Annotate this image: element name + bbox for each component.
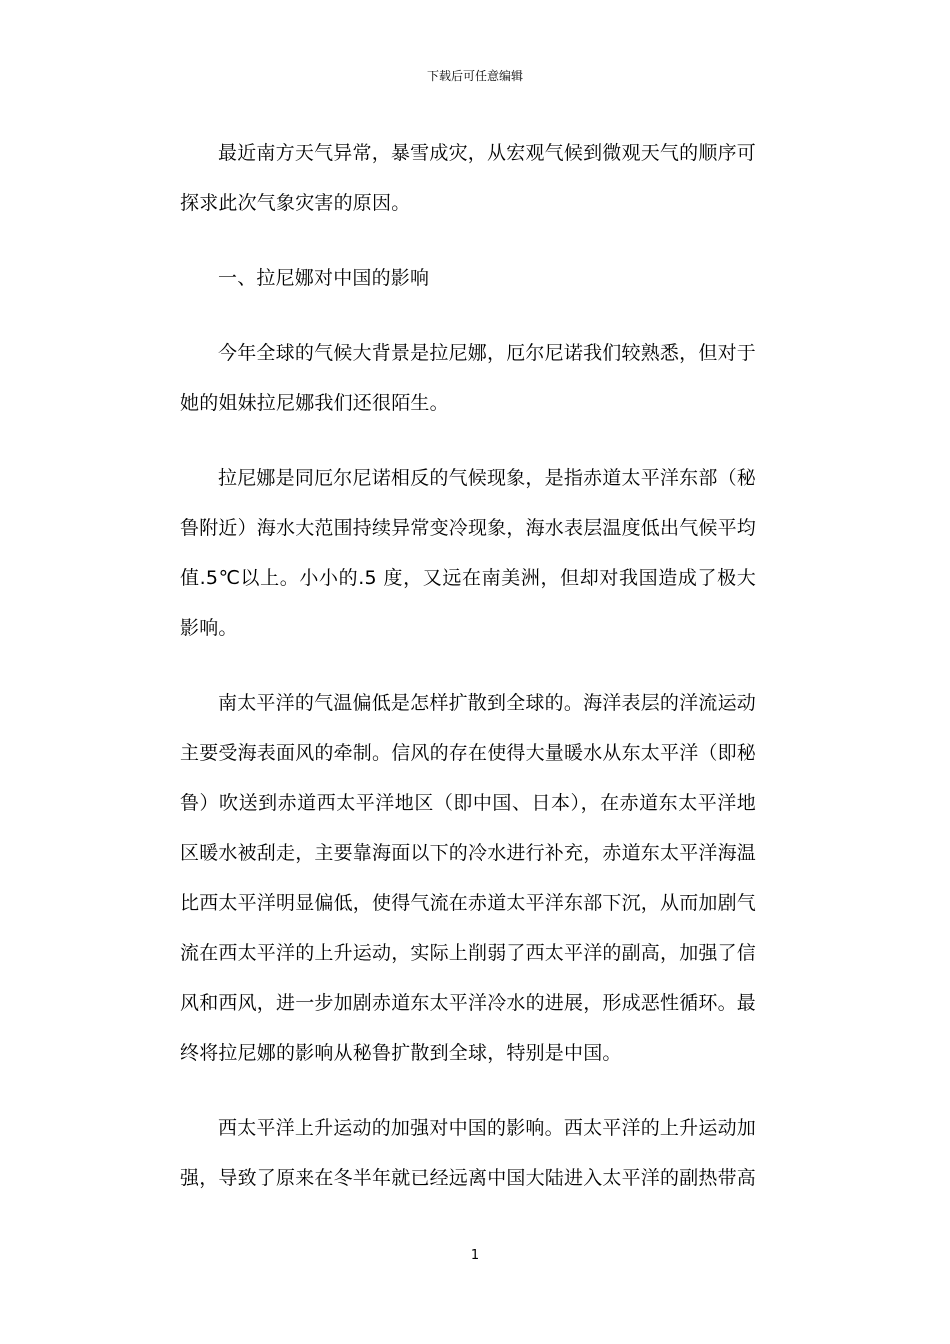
paragraph-spread-mechanism: 南太平洋的气温偏低是怎样扩散到全球的。海洋表层的洋流运动主要受海表面风的牵制。信风的存在使得大量暖水从东太平洋（即秘鲁）吹送到赤道西太平洋地区（即中国、日本），在赤道东太平洋地区暖水被刮走，主要靠海面以下的冷水进行补充，赤道东太平洋海温比西太平洋明显偏低，使得气流在赤道太平洋东部下沉，从而加剧气流在西太平洋的上升运动，实际上削弱了西太平洋的副高，加强了信风和西风，进一步加剧赤道东太平洋冷水的进展，形成恶性循环。最终将拉尼娜的影响从秘鲁扩散到全球，特别是中国。 [180,692,757,1064]
page-number: 1 [470,1248,480,1263]
document-body [180,128,756,1228]
paragraph-intro: 最近南方天气异常，暴雪成灾，从宏观气候到微观天气的顺序可探求此次气象灾害的原因。 [180,142,756,214]
paragraph-la-nina-definition: 拉尼娜是同厄尔尼诺相反的气候现象，是指赤道太平洋东部（秘鲁附近）海水大范围持续异常变冷现象，海水表层温度低出气候平均值.5℃以上。小小的.5 度，又远在南美洲，但却对我国造成了极大影响。 [180,467,757,639]
header-note: 下载后可任意编辑 [426,69,523,83]
paragraph-west-pacific-effect: 西太平洋上升运动的加强对中国的影响。西太平洋的上升运动加强，导致了原来在冬半年就已经远离中国大陆进入太平洋的副热带高 [180,1117,757,1189]
paragraph-global-background: 今年全球的气候大背景是拉尼娜，厄尔尼诺我们较熟悉，但对于她的姐妹拉尼娜我们还很陌生。 [180,342,756,414]
section-heading-la-nina: 一、拉尼娜对中国的影响 [218,267,430,289]
